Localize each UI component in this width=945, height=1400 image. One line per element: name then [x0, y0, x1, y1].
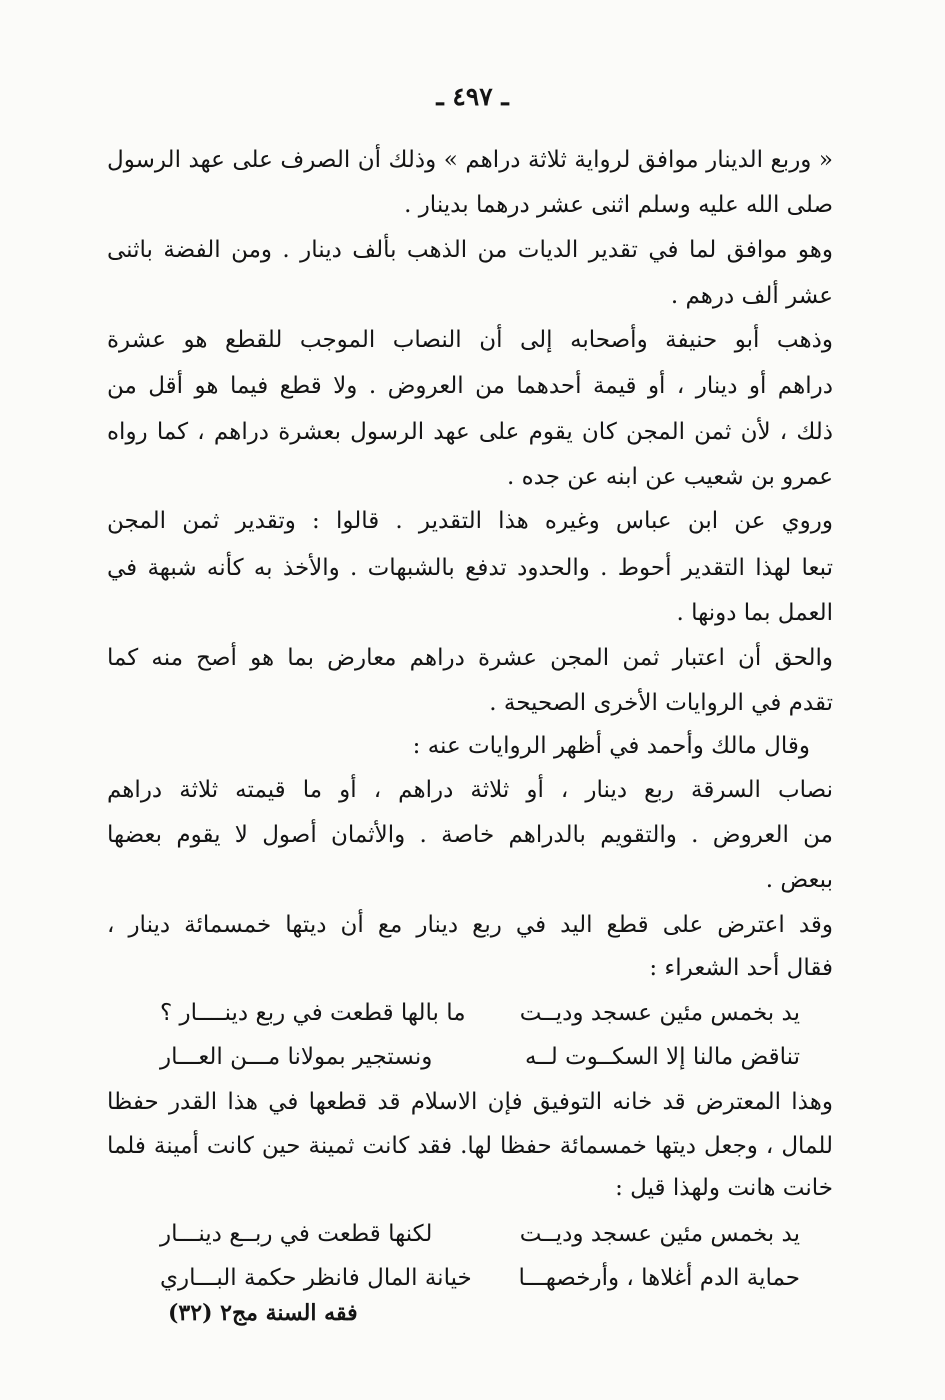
verse-first-hemistich: يد بخمس مئين عسجد وديــت [519, 1000, 800, 1026]
text-line: وهو موافق لما في تقدير الديات من الذهب بألف دينار . ومن الفضة باثنى [107, 237, 833, 263]
text-line: صلى الله عليه وسلم اثنى عشر درهما بدينار . [404, 192, 833, 218]
text-line: وقد اعترض على قطع اليد في ربع دينار مع أن ديتها خمسمائة دينار ، [107, 912, 833, 938]
poem-verse [160, 1256, 800, 1300]
text-line: والحق أن اعتبار ثمن المجن عشرة دراهم معارض بما هو أصح منه كما [107, 645, 833, 671]
text-line: عمرو بن شعيب عن ابنه عن جده . [507, 464, 833, 490]
text-line: ببعض . [765, 867, 833, 893]
verse-second-hemistich: ونستجير بمولانا مـــن العـــار [160, 1044, 433, 1070]
text-line: نصاب السرقة ربع دينار ، أو ثلاثة دراهم ، أو ما قيمته ثلاثة دراهم [107, 777, 833, 803]
verse-second-hemistich: لكنها قطعت في ربــع دينـــار [160, 1221, 433, 1247]
page-number: ـ ٤٩٧ ـ [436, 82, 509, 111]
text-line: تقدم في الروايات الأخرى الصحيحة . [489, 690, 833, 716]
text-line: ذلك ، لأن ثمن المجن كان يقوم على عهد الرسول بعشرة دراهم ، كما رواه [107, 419, 833, 445]
text-line: وهذا المعترض قد خانه التوفيق فإن الاسلام قد قطعها في هذا القدر حفظا [107, 1089, 833, 1115]
text-line: تبعا لهذا التقدير أحوط . والحدود تدفع بالشبهات . والأخذ به كأنه شبهة في [107, 555, 833, 581]
text-line: للمال ، وجعل ديتها خمسمائة حفظا لها. فقد كانت ثمينة حين كانت أمينة فلما [107, 1133, 833, 1159]
text-line: « وربع الدينار موافق لرواية ثلاثة دراهم » وذلك أن الصرف على عهد الرسول [107, 147, 833, 173]
poem-verse [160, 991, 800, 1035]
verse-first-hemistich: تناقض مالنا إلا السكــوت لــه [524, 1044, 800, 1070]
text-line: من العروض . والتقويم بالدراهم خاصة . والأثمان أصول لا يقوم بعضها [107, 822, 833, 848]
verse-second-hemistich: ما بالها قطعت في ربع دينــــار ؟ [160, 1000, 466, 1026]
text-line: دراهم أو دينار ، أو قيمة أحدهما من العروض . ولا قطع فيما هو أقل من [107, 373, 833, 399]
text-line: عشر ألف درهم . [670, 283, 833, 309]
text-line: وذهب أبو حنيفة وأصحابه إلى أن النصاب الموجب للقطع هو عشرة [107, 327, 833, 353]
poem-verse [160, 1212, 800, 1256]
text-line: فقال أحد الشعراء : [649, 955, 833, 981]
poem-verse [160, 1035, 800, 1079]
verse-first-hemistich: يد بخمس مئين عسجد وديــت [519, 1221, 800, 1247]
verse-first-hemistich: حماية الدم أغلاها ، وأرخصهـــا [518, 1265, 800, 1291]
text-line: خانت هانت ولهذا قيل : [615, 1175, 833, 1201]
text-line: العمل بما دونها . [676, 600, 833, 626]
text-line: وروي عن ابن عباس وغيره هذا التقدير . قالوا : وتقدير ثمن المجن [107, 508, 833, 534]
text-line: وقال مالك وأحمد في أظهر الروايات عنه : [412, 733, 810, 759]
footer-reference: فقه السنة مج٢ (٣٢) [168, 1300, 358, 1326]
verse-second-hemistich: خيانة المال فانظر حكمة البـــاري [160, 1265, 472, 1291]
